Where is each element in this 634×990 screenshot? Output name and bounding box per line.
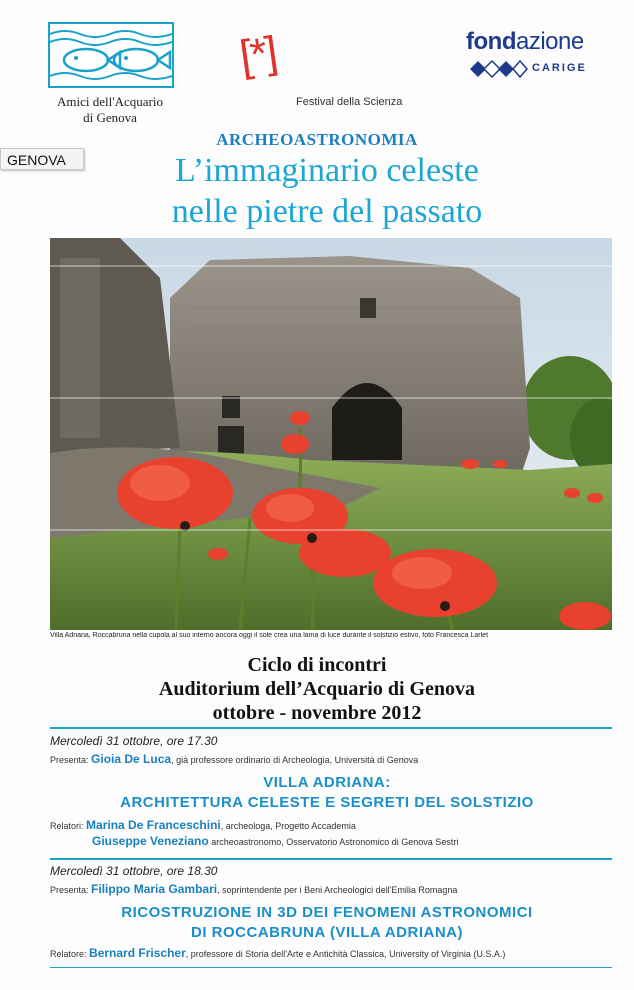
presenter-name: Gioia De Luca: [91, 752, 172, 766]
presenter-role: , soprintendente per i Beni Archeologici dell'Emilia Romagna: [217, 885, 458, 895]
kicker: ARCHEOASTRONOMIA: [216, 130, 418, 149]
genova-tag: GENOVA: [0, 148, 84, 170]
event2-title-line2: DI ROCCABRUNA (VILLA ADRIANA): [191, 924, 463, 941]
divider-rule: [50, 967, 612, 968]
presenter-name: Filippo Maria Gambari: [91, 882, 218, 896]
festival-scienza-logo: [236, 27, 440, 108]
villa-adriana-photo: [50, 238, 612, 630]
fond-bold: fond: [466, 28, 516, 55]
cycle-line2: Auditorium dell’Acquario di Genova: [158, 678, 476, 700]
festival-mark: [*]: [236, 27, 279, 82]
photo-caption: Villa Adriana, Roccabruna nella cupola al suo interno ancora oggi il sole crea una lama di luce durante il solstizio estivo, foto Francesca Larlet: [50, 632, 489, 639]
amici-line1: Amici dell'Acquario: [57, 94, 163, 109]
speaker1-name: Marina De Franceschini: [86, 818, 221, 832]
fondazione-word: [466, 28, 616, 56]
event2-title-line1: RICOSTRUZIONE IN 3D DEI FENOMENI ASTRONOMICI: [121, 904, 533, 921]
event1-date: Mercoledì 31 ottobre, ore 17.30: [50, 734, 218, 748]
speaker1-role: , archeologa, Progetto Accademia: [220, 821, 356, 831]
divider-rule: [50, 727, 612, 729]
presenter-role: , già professore ordinario di Archeologia, Università di Genova: [171, 755, 419, 765]
fish-logo-icon: [48, 22, 174, 88]
fond-rest: azione: [515, 28, 584, 55]
presenter-label: Presenta:: [50, 885, 89, 895]
title-line1: L’immaginario celeste: [175, 152, 479, 189]
event2-presenter: [50, 882, 620, 896]
speakers-label: Relatori:: [50, 821, 84, 831]
event1-speaker1: [50, 818, 620, 832]
presenter-label: Presenta:: [50, 755, 89, 765]
event1-title-line2: ARCHITETTURA CELESTE E SEGRETI DEL SOLSTIZIO: [120, 794, 534, 811]
speaker-role: , professore di Storia dell'Arte e Antichità Classica, University of Virginia (U.S.A.): [185, 949, 506, 959]
divider-rule: [50, 858, 612, 860]
diamonds-icon: [468, 60, 528, 78]
speaker2-name: Giuseppe Veneziano: [92, 834, 209, 848]
amici-line2: di Genova: [83, 110, 137, 125]
cycle-line3: ottobre - novembre 2012: [212, 702, 422, 724]
event2-speaker: [50, 946, 620, 960]
speaker-name: Bernard Frischer: [89, 946, 186, 960]
festival-label: Festival della Scienza: [296, 96, 403, 108]
speaker-label: Relatore:: [50, 949, 87, 959]
fondazione-carige-logo: [466, 28, 616, 80]
event1-speaker2: [50, 834, 620, 848]
event1-title-line1: VILLA ADRIANA:: [263, 774, 391, 791]
amici-acquario-logo: [48, 22, 172, 126]
carige-word: CARIGE: [532, 62, 587, 74]
event2-date: Mercoledì 31 ottobre, ore 18.30: [50, 864, 218, 878]
title-line2: nelle pietre del passato: [171, 193, 483, 230]
event1-presenter: [50, 752, 620, 766]
cycle-line1: Ciclo di incontri: [247, 654, 387, 676]
speaker2-role: archeoastronomo, Osservatorio Astronomico di Genova Sestri: [208, 837, 459, 847]
